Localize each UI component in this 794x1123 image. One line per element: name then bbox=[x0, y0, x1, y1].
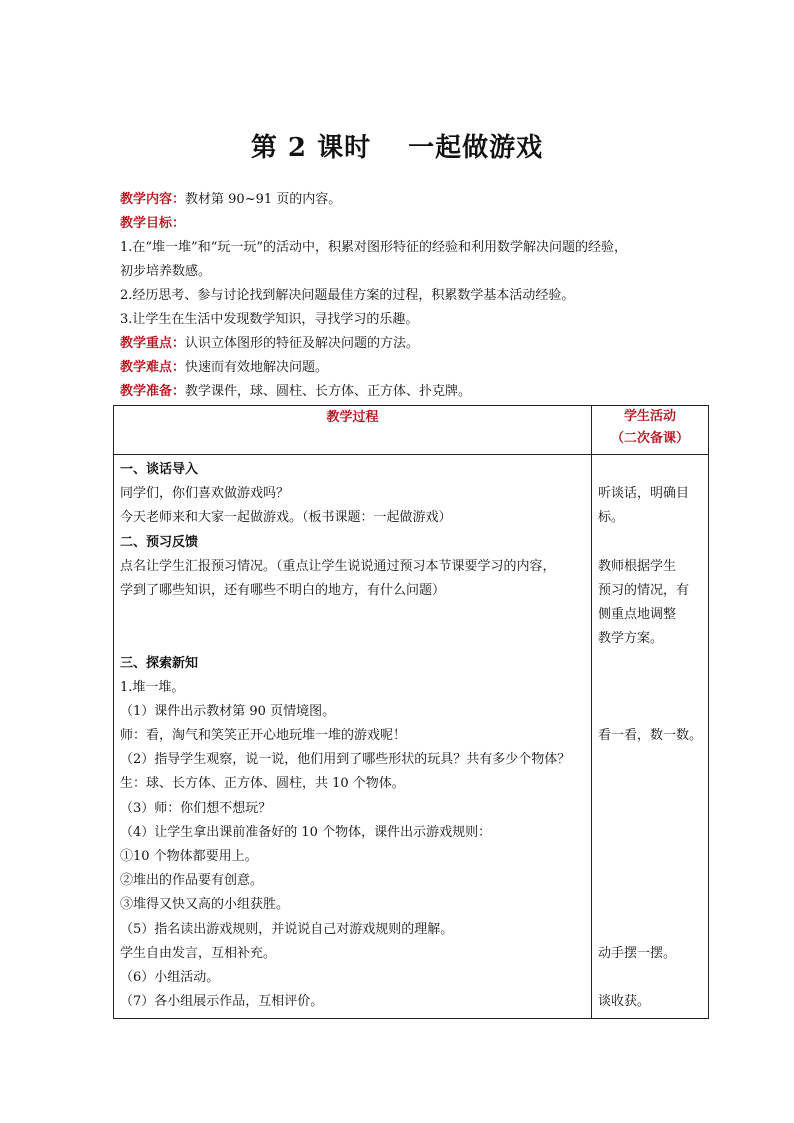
table-body-row bbox=[114, 455, 709, 1019]
objective-line: 初步培养数感。 bbox=[120, 264, 212, 279]
process-line: 1.堆一堆。 bbox=[120, 679, 185, 695]
objective-line: 1.在“堆一堆”和“玩一玩”的活动中，积累对图形特征的经验和利用数学解决问题的经验， bbox=[120, 240, 627, 255]
table-header-row bbox=[114, 406, 709, 455]
process-line: 师：看，淘气和笑笑正开心地玩堆一堆的游戏呢！ bbox=[120, 728, 407, 744]
process-line: 生：球、长方体、正方体、圆柱，共 10 个物体。 bbox=[120, 776, 405, 792]
page-title: 第 2 课时 一起做游戏 bbox=[250, 133, 544, 163]
process-line: ②堆出的作品要有创意。 bbox=[120, 873, 264, 889]
info-preparation bbox=[120, 380, 720, 404]
process-line: （3）师：你们想不想玩？ bbox=[120, 800, 272, 816]
process-cell bbox=[114, 455, 592, 1019]
process-line: ①10 个物体都要用上。 bbox=[120, 849, 258, 864]
process-line: 同学们，你们喜欢做游戏吗？ bbox=[120, 486, 290, 502]
process-line: （1）课件出示教材第 90 页情境图。 bbox=[120, 703, 336, 719]
activity-line bbox=[598, 966, 702, 990]
activity-list bbox=[592, 455, 708, 1018]
section-heading: 二、预习反馈 bbox=[120, 534, 199, 550]
activity-line bbox=[598, 772, 702, 796]
info-text: 认识立体图形的特征及解决问题的方法。 bbox=[185, 336, 420, 351]
process-line bbox=[120, 603, 585, 627]
process-line bbox=[120, 627, 585, 651]
header-activity-line1: 学生活动 bbox=[623, 409, 676, 424]
activity-line: 看一看，数一数。 bbox=[597, 728, 702, 744]
objective-line: 3.让学生在生活中发现数学知识，寻找学习的乐趣。 bbox=[120, 312, 419, 327]
process-line: （2）指导学生观察，说一说，他们用到了哪些形状的玩具？共有多少个物体？ bbox=[120, 752, 571, 768]
activity-line: 动手摆一摆。 bbox=[597, 945, 676, 961]
process-line: （6）小组活动。 bbox=[120, 969, 220, 985]
process-line: 点名让学生汇报预习情况。（重点让学生说说通过预习本节课要学习的内容， bbox=[120, 558, 556, 574]
lesson-table bbox=[113, 405, 709, 1019]
activity-cell bbox=[591, 455, 708, 1019]
process-line: 学生自由发言，互相补充。 bbox=[120, 945, 277, 961]
process-list bbox=[114, 455, 591, 1018]
section-heading: 三、探索新知 bbox=[120, 655, 199, 671]
info-text: 教材第 90~91 页的内容。 bbox=[185, 192, 342, 207]
activity-line bbox=[598, 748, 702, 772]
activity-line: 标。 bbox=[597, 510, 624, 526]
activity-line bbox=[598, 458, 702, 482]
activity-line bbox=[598, 893, 702, 917]
header-process: 教学过程 bbox=[114, 406, 592, 455]
header-activity bbox=[591, 406, 708, 455]
activity-line bbox=[598, 531, 702, 555]
activity-line: 听谈话，明确目 bbox=[597, 486, 689, 502]
header-activity-line2: （二次备课） bbox=[610, 431, 689, 446]
info-label: 教学重点： bbox=[120, 336, 186, 351]
process-line: （5）指名读出游戏规则，并说说自己对游戏规则的理解。 bbox=[120, 921, 454, 937]
objective-line: 2.经历思考、参与讨论找到解决问题最佳方案的过程，积累数学基本活动经验。 bbox=[120, 288, 575, 303]
activity-line bbox=[598, 797, 702, 821]
info-objectives bbox=[120, 212, 720, 236]
activity-line: 预习的情况，有 bbox=[597, 582, 689, 598]
info-label: 教学目标： bbox=[120, 216, 186, 231]
activity-line bbox=[598, 918, 702, 942]
info-label: 教学准备： bbox=[120, 384, 186, 399]
activity-line bbox=[598, 821, 702, 845]
info-text: 教学课件，球、圆柱、长方体、正方体、扑克牌。 bbox=[185, 384, 472, 399]
process-line: 学到了哪些知识，还有哪些不明白的地方，有什么问题） bbox=[120, 582, 446, 598]
section-heading: 一、谈话导入 bbox=[120, 462, 199, 477]
lesson-info bbox=[120, 188, 720, 404]
process-line: 今天老师来和大家一起做游戏。（板书课题：一起做游戏） bbox=[120, 510, 452, 526]
info-label: 教学内容： bbox=[120, 192, 186, 207]
info-text: 快速而有效地解决问题。 bbox=[185, 360, 329, 375]
activity-line: 侧重点地调整 bbox=[597, 607, 676, 623]
activity-line: 教师根据学生 bbox=[597, 558, 676, 574]
info-keypoint bbox=[120, 332, 720, 356]
activity-line bbox=[598, 700, 702, 724]
process-line: （7）各小组展示作品，互相评价。 bbox=[120, 994, 324, 1010]
activity-line bbox=[598, 869, 702, 893]
activity-line: 教学方案。 bbox=[597, 631, 663, 647]
activity-line bbox=[598, 676, 702, 700]
activity-line bbox=[598, 652, 702, 676]
process-line: ③堆得又快又高的小组获胜。 bbox=[120, 897, 290, 913]
activity-line bbox=[598, 845, 702, 869]
activity-line: 谈收获。 bbox=[597, 994, 650, 1010]
process-line: （4）让学生拿出课前准备好的 10 个物体，课件出示游戏规则： bbox=[120, 824, 492, 840]
info-difficulty bbox=[120, 356, 720, 380]
info-label: 教学难点： bbox=[120, 360, 186, 375]
info-content bbox=[120, 188, 720, 212]
